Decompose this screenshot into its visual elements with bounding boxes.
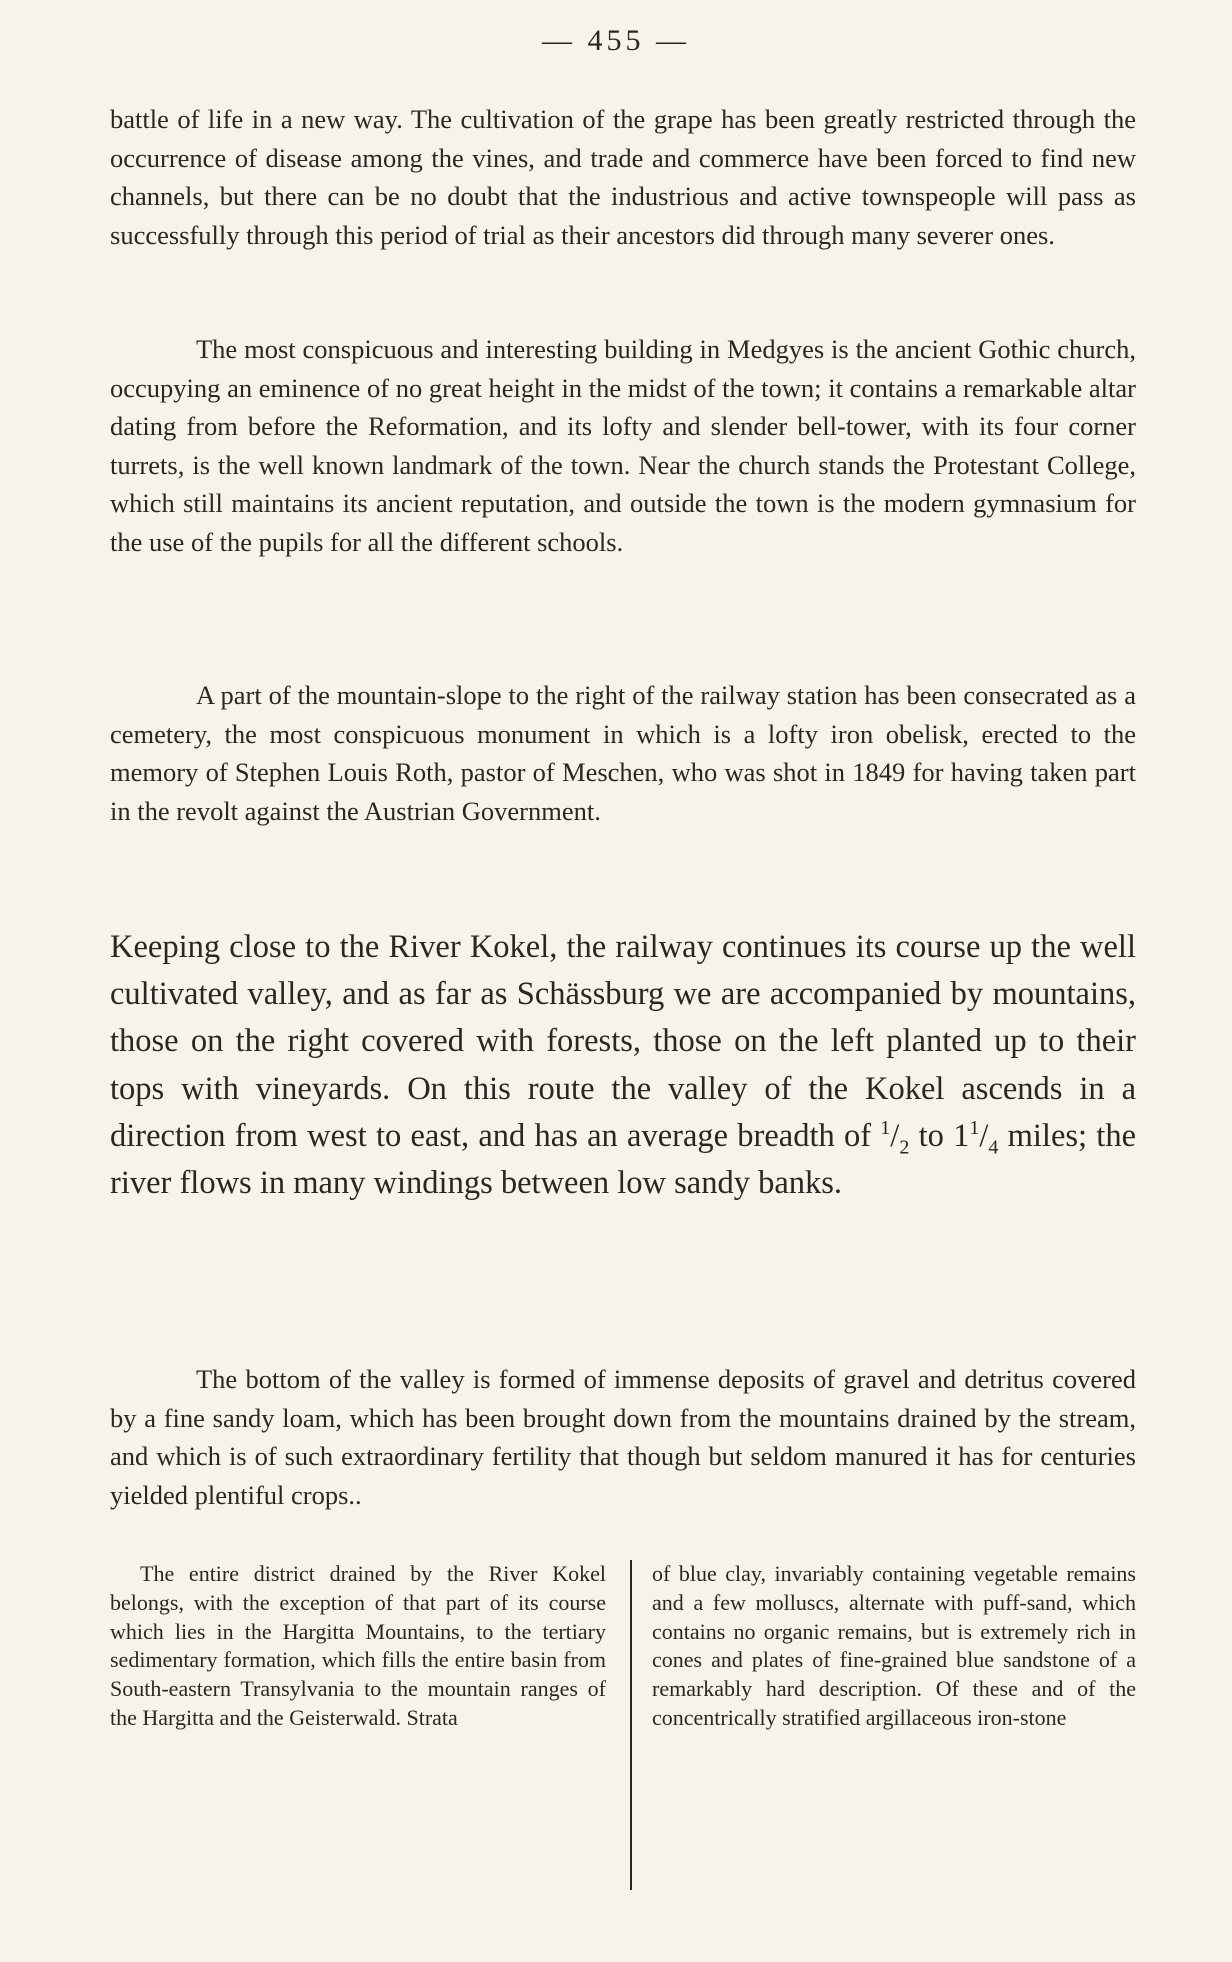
paragraph-kokel-valley: Keeping close to the River Kokel, the railway continues its course up the well cultivated valley, and as far as Schässburg we are accompanied by mountains, those on the right covered with forests, those on the left planted up to their tops with vineyards. On this route the valley of the Kokel ascends in a direction from west to east, and has an average breadth of $^1/_2$ to $1^1/_4$ miles; the river flows in many windings between low sandy banks. <box>110 929 1136 1202</box>
paragraph-gothic-church: The most conspicuous and interesting building in Medgyes is the ancient Gothic church, occupying an eminence of no great height in the midst of the town; it contains a remarkable altar dating from before the Reformation, and its lofty and slender bell-tower, with its four corner turrets, is the well known landmark of the town. Near the church stands the Protestant College, which still maintains its ancient reputation, and outside the town is the modern gymnasium for the use of the pupils for all the different schools. <box>110 334 1136 557</box>
page-number: — 455 — <box>542 24 690 57</box>
fraction-quarter-numerator: 1 <box>969 1116 980 1139</box>
footnote-right-column: of blue clay, invariably containing vegetable remains and a few molluscs, alternate with puff-sand, which contains no organic remains, but is extremely rich in cones and plates of fine-grained blue sandstone of a remarkably hard description. Of these and of the concentrically stratified argillaceous iron-stone <box>652 1561 1136 1730</box>
fraction-quarter-denominator: 4 <box>988 1136 999 1159</box>
paragraph-valley-bottom: The bottom of the valley is formed of immense deposits of gravel and detritus covered by a fine sandy loam, which has been brought down from the mountains drained by the stream, and which is of such extraordinary fertility that though but seldom manured it has for centuries yielded plentiful crops.. <box>110 1364 1136 1510</box>
kokel-text-before: Keeping close to the River Kokel, the railway continues its course up the well cultivated valley, and as far as Schässburg we are accompanied by mountains, those on the right covered with forests, those on the left planted up to their tops with vineyards. On this route the valley of the Kokel ascends in a direction from west to east, and has an average breadth of <box>110 929 1136 1154</box>
footnote-left-column: The entire district drained by the River Kokel belongs, with the exception of that part of its course which lies in the Hargitta Mountains, to the tertiary sedimentary formation, which fills the entire basin from South-eastern Transylvania to the mountain ranges of the Hargitta and the Geisterwald. Strata <box>110 1561 606 1730</box>
kokel-text-middle: to 1 <box>909 1117 970 1154</box>
fraction-half-denominator: 2 <box>899 1136 910 1159</box>
column-divider <box>630 1560 632 1890</box>
paragraph-cemetery: A part of the mountain-slope to the right of the railway station has been consecrated as a cemetery, the most conspicuous monument in which is a lofty iron obelisk, erected to the memory of Stephen Louis Roth, pastor of Meschen, who was shot in 1849 for having taken part in the revolt against the Austrian Government. <box>110 680 1136 826</box>
kokel-text-after: miles; the river flows in many windings between low sandy banks. <box>110 1117 1136 1202</box>
fraction-half-numerator: 1 <box>880 1116 891 1139</box>
paragraph-cultivation: battle of life in a new way. The cultivation of the grape has been greatly restricted through the occurrence of disease among the vines, and trade and commerce have been forced to find new channels, but there can be no doubt that the industrious and active townspeople will pass as successfully through this period of trial as their ancestors did through many severer ones. <box>110 104 1136 250</box>
